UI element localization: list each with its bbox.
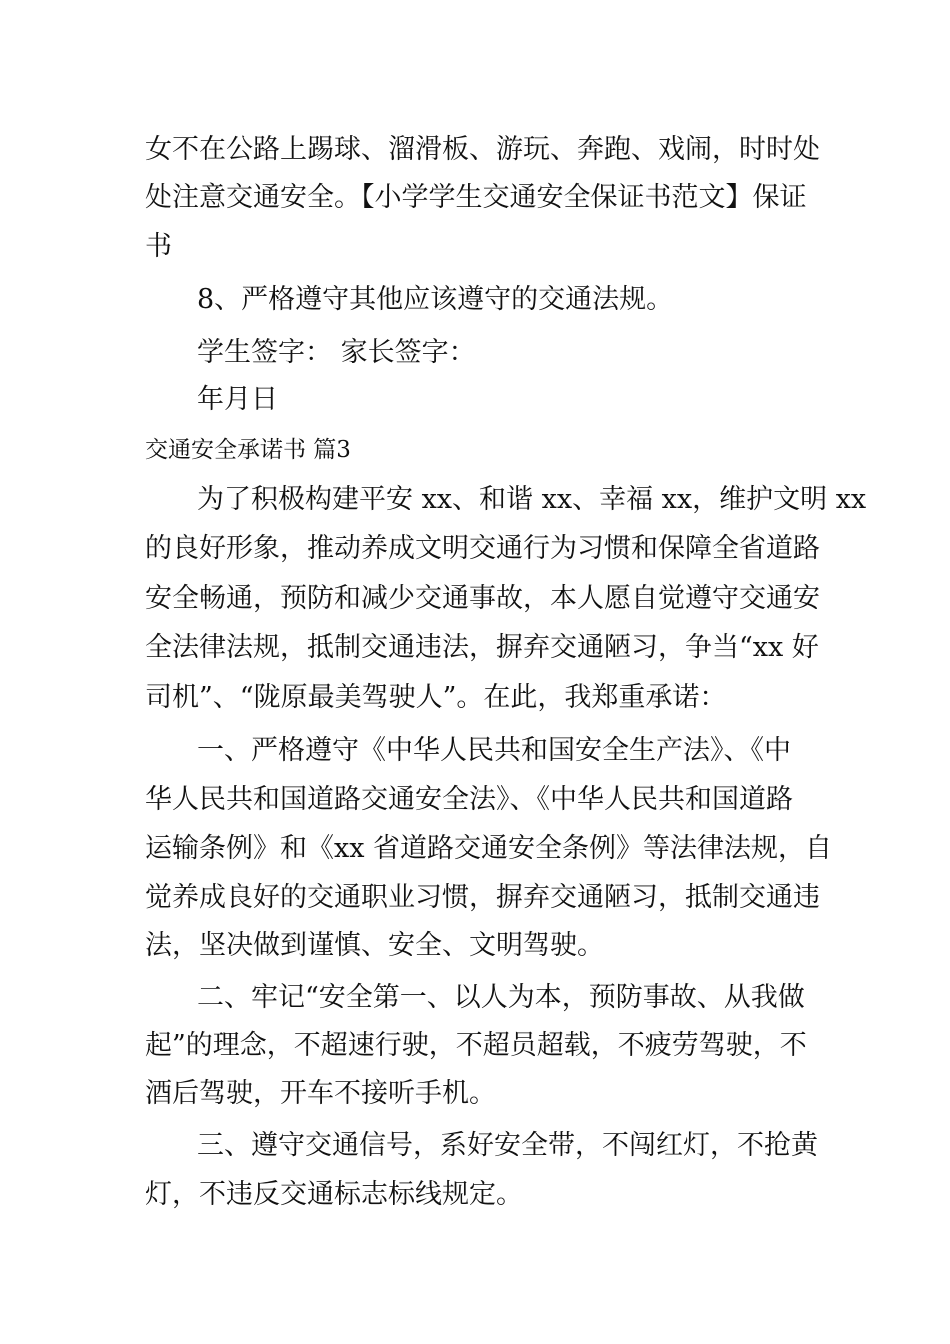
section-heading: 交通安全承诺书 篇3 — [145, 437, 351, 463]
text-line: 起”的理念，不超速行驶，不超员超载，不疲劳驾驶，不 — [145, 1030, 807, 1061]
text-line: 的良好形象，推动养成文明交通行为习惯和保障全省道路 — [145, 533, 820, 564]
text-line: 全法律法规，抵制交通违法，摒弃交通陋习，争当“xx 好 — [145, 632, 819, 663]
text-line: 司机”、“陇原最美驾驶人”。在此，我郑重承诺： — [145, 682, 727, 713]
text-line: 为了积极构建平安 xx、和谐 xx、幸福 xx，维护文明 xx — [197, 484, 867, 515]
text-line: 法，坚决做到谨慎、安全、文明驾驶。 — [145, 930, 604, 961]
text-line: 8、严格遵守其他应该遵守的交通法规。 — [197, 284, 674, 315]
signature-line: 学生签字： 家长签字： — [197, 337, 476, 368]
text-line: 酒后驾驶，开车不接听手机。 — [145, 1078, 496, 1109]
text-line: 安全畅通，预防和减少交通事故，本人愿自觉遵守交通安 — [145, 583, 820, 614]
text-line: 三、遵守交通信号，系好安全带，不闯红灯，不抢黄 — [197, 1130, 818, 1161]
text-line: 女不在公路上踢球、溜滑板、游玩、奔跑、戏闹，时时处 — [145, 134, 820, 165]
date-line: 年月日 — [197, 384, 278, 415]
text-line: 书 — [145, 231, 172, 262]
text-line: 二、牢记“安全第一、以人为本，预防事故、从我做 — [197, 982, 805, 1013]
text-line: 灯，不违反交通标志标线规定。 — [145, 1179, 523, 1210]
text-line: 一、严格遵守《中华人民共和国安全生产法》、《中 — [197, 735, 791, 766]
text-line: 华人民共和国道路交通安全法》、《中华人民共和国道路 — [145, 784, 793, 815]
text-line: 觉养成良好的交通职业习惯，摒弃交通陋习，抵制交通违 — [145, 882, 820, 913]
text-line: 运输条例》和《xx 省道路交通安全条例》等法律法规，自 — [145, 833, 833, 864]
text-line: 处注意交通安全。【小学学生交通安全保证书范文】保证 — [145, 182, 807, 213]
